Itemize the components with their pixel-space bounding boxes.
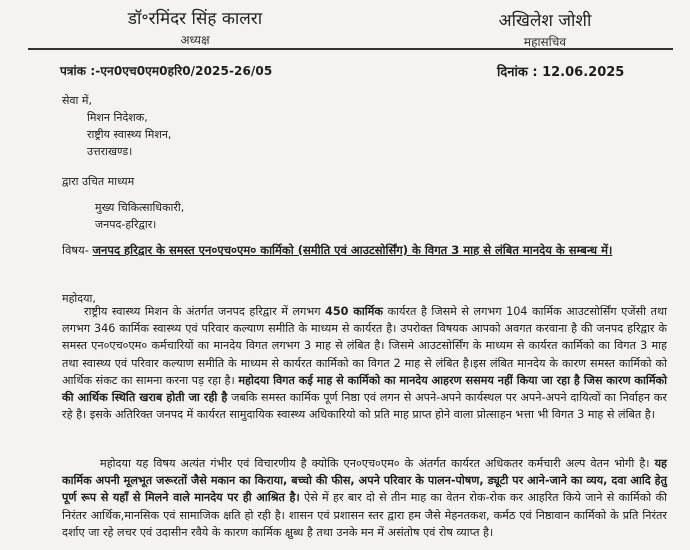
p2-text-2: ऐसे में हर बार दो से तीन माह का वेतन रोक-रोक कर आहरित किये जाने से कार्मिको की निरंतर आर्थिक,मानसिक एवं सामाजिक क्षति हो रही है। शासन एवं प्रशासन स्तर द्वारा हम जैसे मेहनतकश, कर्मठ एवं निष्ठावान कार्मिको के प्रति निरंतर दर्शाए जा रहे लचर एवं उदासीन रवैये के कारण कार्मिक क्षुब्ध है तथा उनके मन में असंतोष एवं रोष व्याप्त है।: [62, 491, 667, 539]
secretary-name: अखिलेश जोशी: [498, 11, 592, 31]
p1-bold-count: 450 कार्मिक: [325, 305, 383, 318]
reference-number: पत्रांक :-एन0एच0एम0हरि0/2025-26/05: [60, 64, 273, 78]
addressee-line-1: मिशन निदेशक,: [87, 111, 148, 124]
addressee-line-2: राष्ट्रीय स्वास्थ्य मिशन,: [87, 128, 172, 141]
president-role: अध्यक्ष: [180, 33, 210, 47]
subject-text: जनपद हरिद्वार के समस्त एन०एच०एम० कार्मिको (समीति एवं आउटसोर्सिंग) के विगत 3 माह से लंबित मानदेय के सम्बन्ध में।: [92, 243, 613, 257]
cmo-line-1: मुख्य चिकित्साधिकारी,: [95, 201, 185, 214]
through-line: द्वारा उचित माध्यम: [62, 175, 135, 188]
subject-prefix: विषय-: [62, 243, 89, 257]
p1-text-3: जबकि समस्त कार्मिक पूर्ण निष्ठा एवं लगन से अपने-अपने कार्यस्थल पर अपने-अपने दायित्वों का निर्वाहन कर रहे है। इसके अतिरिक्त जनपद में कार्यरत सामुदायिक स्वास्थ्य अधिकारियो को प्रति माह प्राप्त होने वाला प्रोत्साहन भत्ता भी विगत 3 माह से लंबित है।: [62, 391, 667, 422]
paragraph-1: [62, 303, 667, 423]
secretary-block: [470, 8, 620, 50]
header-divider: [28, 48, 673, 50]
p2-bold-statement: यह कार्मिक अपनी मूलभूत जरूरतों जैसे मकान का किराया, बच्चो की फीस, अपने परिवार के पालन-पोषण, ड्यूटी पर आने-जाने का व्यय, दवा आदि हेतु पूर्ण रूप से यहाँ से मिलने वाले मानदेय पर ही आश्रित है।: [62, 457, 667, 505]
p2-text-1: महोदया यह विषय अत्यंत गंभीर एवं विचारणीय है क्योकि एन०एच०एम० के अंतर्गत कार्यरत अधिकतर कर्मचारी अल्प वेतन भोगी है।: [100, 457, 655, 470]
p1-text-2: कार्यरत है जिसमे से लगभग 104 कार्मिक आउटसोर्सिंग एजेंसी तथा लगभग 346 कार्मिक स्वास्थ्य एवं परिवार कल्याण समीति के माध्यम से कार्यरत है। उपरोक्त विषयक आपको अवगत करवाना है की जनपद हरिद्वार के समस्त एन०एच०एम० कर्मचारियों का मानदेय विगत लगभग 3 माह से लंबित है। जिसमे आउटसोर्सिंग के माध्यम से कार्यरत कार्मिको का विगत 3 माह तथा स्वास्थ्य एवं परिवार कल्याण समीति के माध्यम से कार्यरत कार्मिको का विगत 2 माह से लंबित है।इस लंबित मानदेय के कारण समस्त कार्मिको को आर्थिक संकट का सामना करना पड़ रहा है।: [62, 305, 668, 387]
president-name: डॉ॰रमिंदर सिंह कालरा: [127, 9, 263, 29]
paragraph-2: [62, 455, 667, 541]
president-block: [100, 6, 290, 48]
addressee-to: सेवा में,: [62, 94, 92, 107]
cmo-line-2: जनपद-हरिद्वार।: [95, 218, 157, 231]
addressee-line-3: उत्तराखण्ड।: [87, 145, 133, 158]
secretary-role: महासचिव: [523, 35, 567, 49]
letter-date: दिनांक : 12.06.2025: [497, 65, 625, 80]
p1-text-1: राष्ट्रीय स्वास्थ्य मिशन के अंतर्गत जनपद हरिद्वार में लगभग: [84, 305, 326, 318]
salutation: महोदया,: [62, 292, 96, 305]
subject-line: [62, 241, 662, 259]
p1-bold-statement: महोदया विगत कई माह से कार्मिको का मानदेय आहरण ससमय नहीं किया जा रहा है जिस कारण कार्मिको की आर्थिक स्थिति खराब होती जा रही है: [62, 373, 667, 405]
